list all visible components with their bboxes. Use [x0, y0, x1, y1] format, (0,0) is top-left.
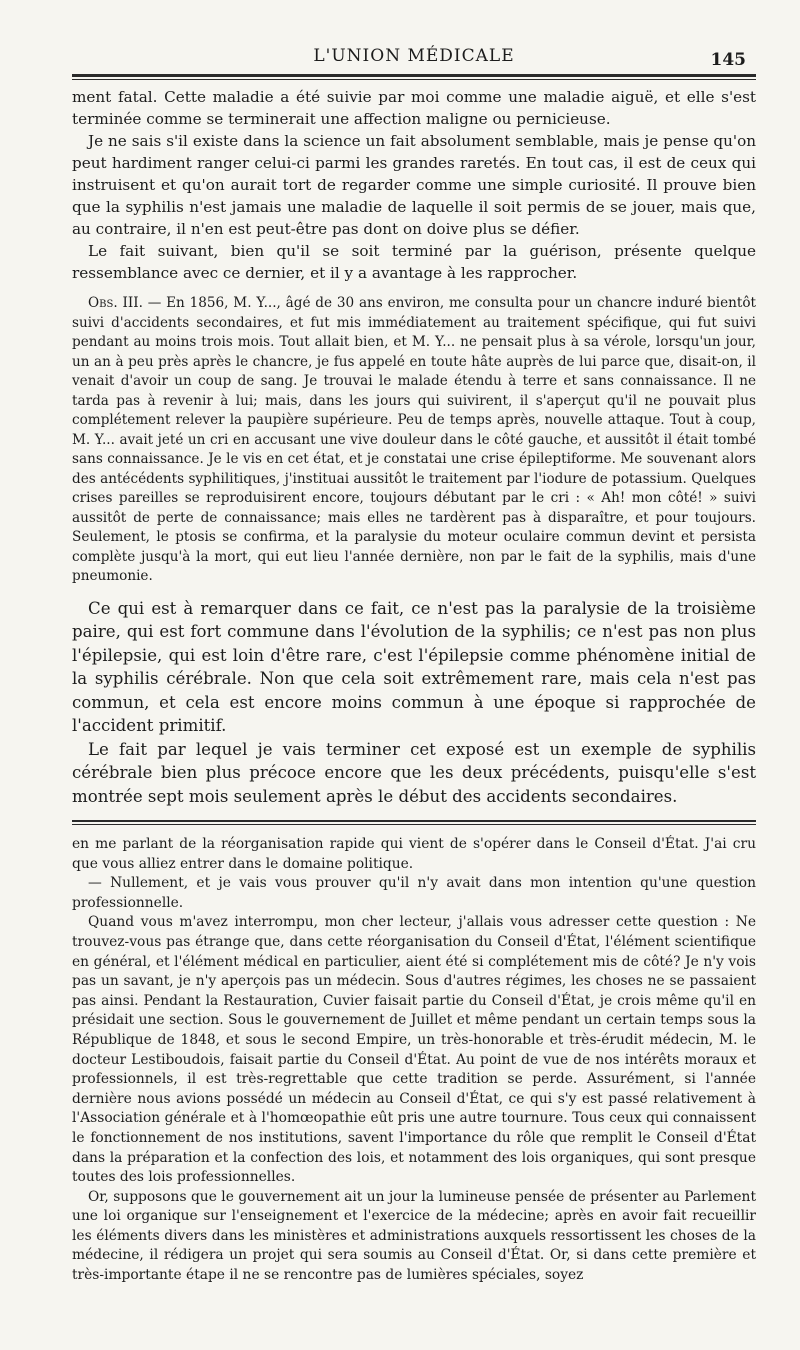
running-title: L'UNION MÉDICALE [313, 46, 515, 66]
page-number: 145 [710, 50, 746, 70]
observation-text: — En 1856, M. Y..., âgé de 30 ans environ, me consulta pour un chancre induré bientôt suivi d'accidents secondaires, et fut mis immédiatement au traitement spécifique, qui fut suivi pendant au moins trois mois. Tout allait bien, et M. Y... ne pensait plus à sa vérole, lorsqu'un jour, un an à peu près après le chancre, je fus appelé en toute hâte auprès de lui parce que, disait-on, il venait d'avoir un coup de sang. Je trouvai le malade étendu à terre et sans connaissance. Il ne tarda pas à revenir à lui; mais, dans les jours qui suivirent, il s'aperçut qu'il ne pouvait plus complétement relever la paupière supérieure. Peu de temps après, nouvelle attaque. Tout à coup, M. Y... avait jeté un cri en accusant une vive douleur dans le côté gauche, et aussitôt il était tombé sans connaissance. Je le vis en cet état, et je constatai une crise épileptiforme. Me souvenant alors des antécédents syphilitiques, j'instituai aussitôt le traitement par l'iodure de potassium. Quelques crises pareilles se reproduisirent encore, toujours débutant par le cri : « Ah! mon côté! » suivi aussitôt de perte de connaissance; mais elles ne tardèrent pas à disparaître, et pour toujours. Seulement, le ptosis se confirma, et la paralysie du moteur oculaire commun devint et persista complète jusqu'à la mort, qui eut lieu l'année dernière, non par le fait de la syphilis, mais d'une pneumonie. [72, 295, 756, 584]
paragraph: Quand vous m'avez interrompu, mon cher lecteur, j'allais vous adresser cette question : Ne trouvez-vous pas étrange que, dans cette réorganisation du Conseil d'État, l'élément scientifique en général, et l'élément médical en particulier, aient été si complétement mis de côté? Je n'y vois pas un savant, je n'y aperçois pas un médecin. Sous d'autres régimes, les choses ne se passaient pas ainsi. Pendant la Restauration, Cuvier faisait partie du Conseil d'État, je crois même qu'il en présidait une section. Sous le gouvernement de Juillet et même pendant un certain temps sous la République de 1848, et sous le second Empire, un très-honorable et très-érudit médecin, M. le docteur Lestiboudois, faisait partie du Conseil d'État. Au point de vue de nos intérêts moraux et professionnels, il est très-regrettable que cette tradition se perde. Assurément, si l'année dernière nous avions possédé un médecin au Conseil d'État, ce qui s'y est passé relativement à l'Association générale et à l'homœopathie eût pris une autre tournure. Tous ceux qui connaissent le fonctionnement de nos institutions, savent l'importance du rôle que remplit le Conseil d'État dans la préparation et la confection des lois, et notamment des lois organiques, qui sont presque toutes des lois professionnelles. [72, 914, 756, 1186]
paragraph: Or, supposons que le gouvernement ait un jour la lumineuse pensée de présenter au Parlement une loi organique sur l'enseignement et l'exercice de la médecine; après en avoir fait recueillir les éléments divers dans les ministères et administrations auxquels ressortissent les choses de la médecine, il rédigera un projet qui sera soumis au Conseil d'État. Or, si dans cette première et très-importante étape il ne se rencontre pas de lumières spéciales, soyez [72, 1188, 756, 1284]
paragraph-continuation: en me parlant de la réorganisation rapide qui vient de s'opérer dans le Conseil d'État. J'ai cru que vous alliez entrer dans le domaine politique. [72, 836, 756, 872]
commentary-text [72, 597, 756, 809]
paragraph-continuation: ment fatal. Cette maladie a été suivie par moi comme une maladie aiguë, et elle s'est terminée comme se terminerait une affection maligne ou pernicieuse. [72, 88, 756, 128]
observation-label: Obs. III. [88, 295, 143, 311]
feuilleton-separator [72, 820, 756, 825]
page-header [72, 36, 756, 70]
observation-block [72, 294, 756, 587]
main-text [72, 86, 756, 284]
paragraph: — Nullement, et je vais vous prouver qu'il n'y avait dans mon intention qu'une question professionnelle. [72, 875, 756, 911]
observation-paragraph [72, 294, 756, 587]
paragraph: Je ne sais s'il existe dans la science un fait absolument semblable, mais je pense qu'on peut hardiment ranger celui-ci parmi les grandes raretés. En tout cas, il est de ceux qui instruisent et qu'on aurait tort de regarder comme une simple curiosité. Il prouve bien que la syphilis n'est jamais une maladie de laquelle il soit permis de se jouer, mais que, au contraire, il n'en est peut-être pas dont on doive plus se défier. [72, 132, 756, 238]
header-rule [72, 74, 756, 77]
paragraph: Le fait suivant, bien qu'il se soit terminé par la guérison, présente quelque ressemblance avec ce dernier, et il y a avantage à les rapprocher. [72, 242, 756, 282]
header-rule-thin [72, 79, 756, 80]
paragraph: Ce qui est à remarquer dans ce fait, ce n'est pas la paralysie de la troisième paire, qui est fort commune dans l'évolution de la syphilis; ce n'est pas non plus l'épilepsie, qui est loin d'être rare, c'est l'épilepsie comme phénomène initial de la syphilis cérébrale. Non que cela soit extrêmement rare, mais cela n'est pas commun, et cela est encore moins commun à une époque si rapprochée de l'accident primitif. [72, 598, 756, 735]
feuilleton-text [72, 835, 756, 1286]
paragraph: Le fait par lequel je vais terminer cet exposé est un exemple de syphilis cérébrale bien plus précoce encore que les deux précédents, puisqu'elle s'est montrée sept mois seulement après le début des accidents secondaires. [72, 739, 756, 806]
page-column [72, 36, 756, 1286]
